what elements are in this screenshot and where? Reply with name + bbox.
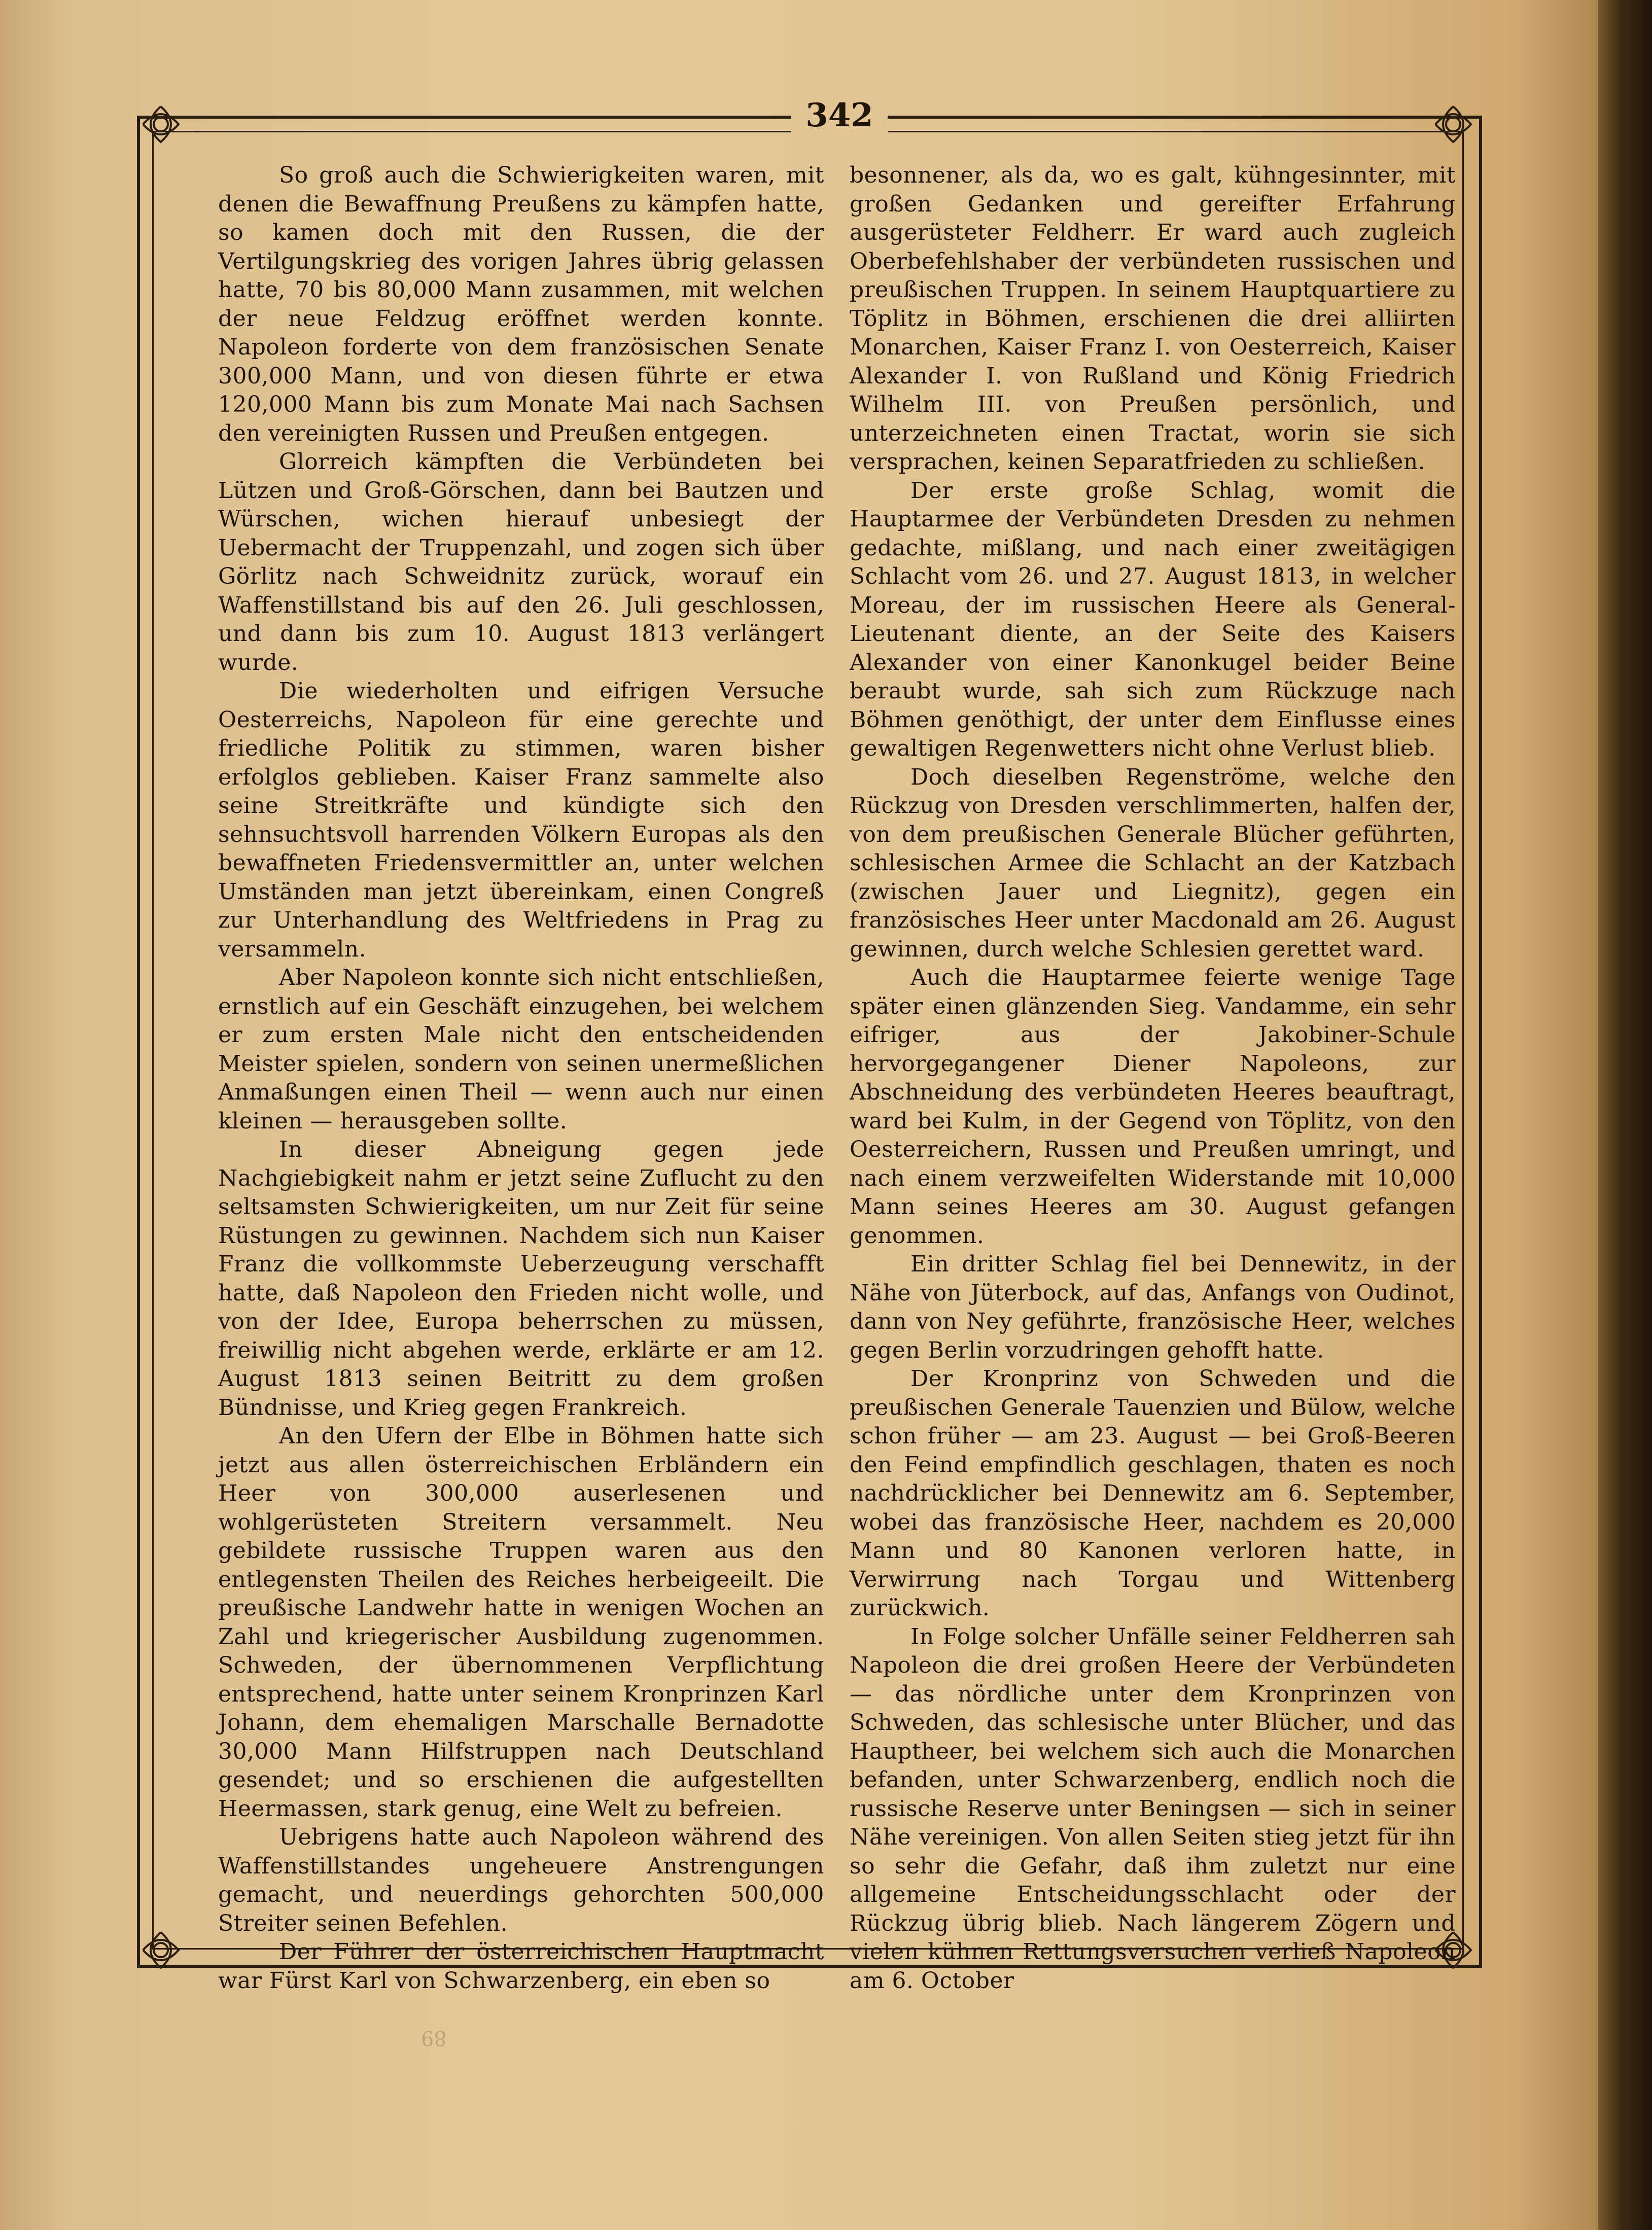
paragraph: besonnener, als da, wo es galt, kühngesinnter, mit großen Gedanken und gereifter Erfahrung ausgerüsteter Feldherr. Er ward auch zugleich Oberbefehlshaber der verbündeten russischen und preußischen Truppen. In seinem Hauptquartiere zu Töplitz in Böhmen, erschienen die drei alliirten Monarchen, Kaiser Franz I. von Oesterreich, Kaiser Alexander I. von Rußland und König Friedrich Wilhelm III. von Preußen persönlich, und unterzeichneten einen Tractat, worin sie sich versprachen, keinen Separatfrieden zu schließen. (850, 162, 1456, 475)
show-through-mark: 89 (421, 2026, 447, 2049)
paragraph: So groß auch die Schwierigkeiten waren, mit denen die Bewaffnung Preußens zu kämpfen hatte, so kamen doch mit den Russen, die der Vertilgungskrieg des vorigen Jahres übrig gelassen hatte, 70 bis 80,000 Mann zusammen, mit welchen der neue Feldzug eröffnet werden konnte. Napoleon forderte von dem französischen Senate 300,000 Mann, und von diesen führte er etwa 120,000 Mann bis zum Monate Mai nach Sachsen den vereinigten Russen und Preußen entgegen. (218, 162, 824, 446)
paragraph: Auch die Hauptarmee feierte wenige Tage später einen glänzenden Sieg. Vandamme, ein sehr eifriger, aus der Jakobiner-Schule hervorgegangener Diener Napoleons, zur Abschneidung des verbündeten Heeres beauftragt, ward bei Kulm, in der Gegend von Töplitz, von den Oesterreichern, Russen und Preußen umringt, und nach einem verzweifelten Widerstande mit 10,000 Mann seines Heeres am 30. August gefangen genommen. (850, 965, 1456, 1249)
text-column-left (218, 161, 824, 1995)
paragraph: Die wiederholten und eifrigen Versuche Oesterreichs, Napoleon für eine gerechte und friedliche Politik zu stimmen, waren bisher erfolglos geblieben. Kaiser Franz sammelte also seine Streitkräfte und kündigte sich den sehnsuchtsvoll harrenden Völkern Europas als den bewaffneten Friedensvermittler an, unter welchen Umständen man jetzt übereinkam, einen Congreß zur Unterhandlung des Weltfriedens in Prag zu versammeln. (218, 678, 824, 962)
paragraph: Der Kronprinz von Schweden und die preußischen Generale Tauenzien und Bülow, welche schon früher — am 23. August — bei Groß-Beeren den Feind empfindlich geschlagen, thaten es noch nachdrücklicher bei Dennewitz am 6. September, wobei das französische Heer, nachdem es 20,000 Mann und 80 Kanonen verloren hatte, in Verwirrung nach Torgau und Wittenberg zurückwich. (850, 1366, 1456, 1621)
ornament-top-right-icon (1430, 101, 1476, 147)
ornament-bottom-left-icon (138, 1927, 184, 1973)
paragraph: Glorreich kämpften die Verbündeten bei Lützen und Groß-Görschen, dann bei Bautzen und Würschen, wichen hierauf unbesiegt der Uebermacht der Truppenzahl, und zogen sich über Görlitz nach Schweidnitz zurück, worauf ein Waffenstillstand bis auf den 26. Juli geschlossen, und dann bis zum 10. August 1813 verlängert wurde. (218, 449, 824, 676)
page-number: 342 (791, 95, 888, 136)
paragraph: Der Führer der österreichischen Hauptmacht war Fürst Karl von Schwarzenberg, ein eben so (218, 1939, 824, 1994)
paragraph: Aber Napoleon konnte sich nicht entschließen, ernstlich auf ein Geschäft einzugehen, bei welchem er zum ersten Male nicht den entscheidenden Meister spielen, sondern von seinen unermeßlichen Anmaßungen einen Theil — wenn auch nur einen kleinen — herausgeben sollte. (218, 965, 824, 1134)
paragraph: Der erste große Schlag, womit die Hauptarmee der Verbündeten Dresden zu nehmen gedachte, mißlang, und nach einer zweitägigen Schlacht vom 26. und 27. August 1813, in welcher Moreau, der im russischen Heere als General-Lieutenant diente, an der Seite des Kaisers Alexander von einer Kanonkugel beider Beine beraubt wurde, sah sich zum Rückzuge nach Böhmen genöthigt, der unter dem Einflusse eines gewaltigen Regenwetters nicht ohne Verlust blieb. (850, 477, 1456, 761)
book-spine (1598, 0, 1652, 2230)
paragraph: In Folge solcher Unfälle seiner Feldherren sah Napoleon die drei großen Heere der Verbündeten — das nördliche unter dem Kronprinzen von Schweden, das schlesische unter Blücher, und das Hauptheer, bei welchem sich auch die Monarchen befanden, unter Schwarzenberg, endlich noch die russische Reserve unter Beningsen — sich in seiner Nähe vereinigen. Von allen Seiten stieg jetzt für ihn so sehr die Gefahr, daß ihm zuletzt nur eine allgemeine Entscheidungsschlacht oder der Rückzug übrig blieb. Nach längerem Zögern und vielen kühnen Rettungsversuchen verließ Napoleon am 6. October (850, 1623, 1456, 1994)
paragraph: Doch dieselben Regenströme, welche den Rückzug von Dresden verschlimmerten, halfen der, von dem preußischen Generale Blücher geführten, schlesischen Armee die Schlacht an der Katzbach (zwischen Jauer und Liegnitz), gegen ein französisches Heer unter Macdonald am 26. August gewinnen, durch welche Schlesien gerettet ward. (850, 764, 1456, 962)
paragraph: In dieser Abneigung gegen jede Nachgiebigkeit nahm er jetzt seine Zuflucht zu den seltsamsten Schwierigkeiten, um nur Zeit für seine Rüstungen zu gewinnen. Nachdem sich nun Kaiser Franz die vollkommste Ueberzeugung verschafft hatte, daß Napoleon den Frieden nicht wolle, und von der Idee, Europa beherrschen zu müssen, freiwillig nicht abgehen werde, erklärte er am 12. August 1813 seinen Beitritt zu dem großen Bündnisse, und Krieg gegen Frankreich. (218, 1137, 824, 1421)
paragraph: Uebrigens hatte auch Napoleon während des Waffenstillstandes ungeheuere Anstrengungen gemacht, und neuerdings gehorchten 500,000 Streiter seinen Befehlen. (218, 1824, 824, 1936)
ornament-top-left-icon (138, 101, 184, 147)
paragraph: Ein dritter Schlag fiel bei Dennewitz, in der Nähe von Jüterbock, auf das, Anfangs von Oudinot, dann von Ney geführte, französische Heer, welches gegen Berlin vorzudringen gehofft hatte. (850, 1251, 1456, 1363)
text-column-right (850, 161, 1456, 1995)
paragraph: An den Ufern der Elbe in Böhmen hatte sich jetzt aus allen österreichischen Erbländern ein Heer von 300,000 auserlesenen und wohlgerüsteten Streitern versammelt. Neu gebildete russische Truppen waren aus den entlegensten Theilen des Reiches herbeigeeilt. Die preußische Landwehr hatte in wenigen Wochen an Zahl und kriegerischer Ausbildung zugenommen. Schweden, der übernommenen Verpflichtung entsprechend, hatte unter seinem Kronprinzen Karl Johann, dem ehemaligen Marschalle Bernadotte 30,000 Mann Hilfstruppen nach Deutschland gesendet; und so erschienen die aufgestellten Heermassen, stark genug, eine Welt zu befreien. (218, 1423, 824, 1822)
